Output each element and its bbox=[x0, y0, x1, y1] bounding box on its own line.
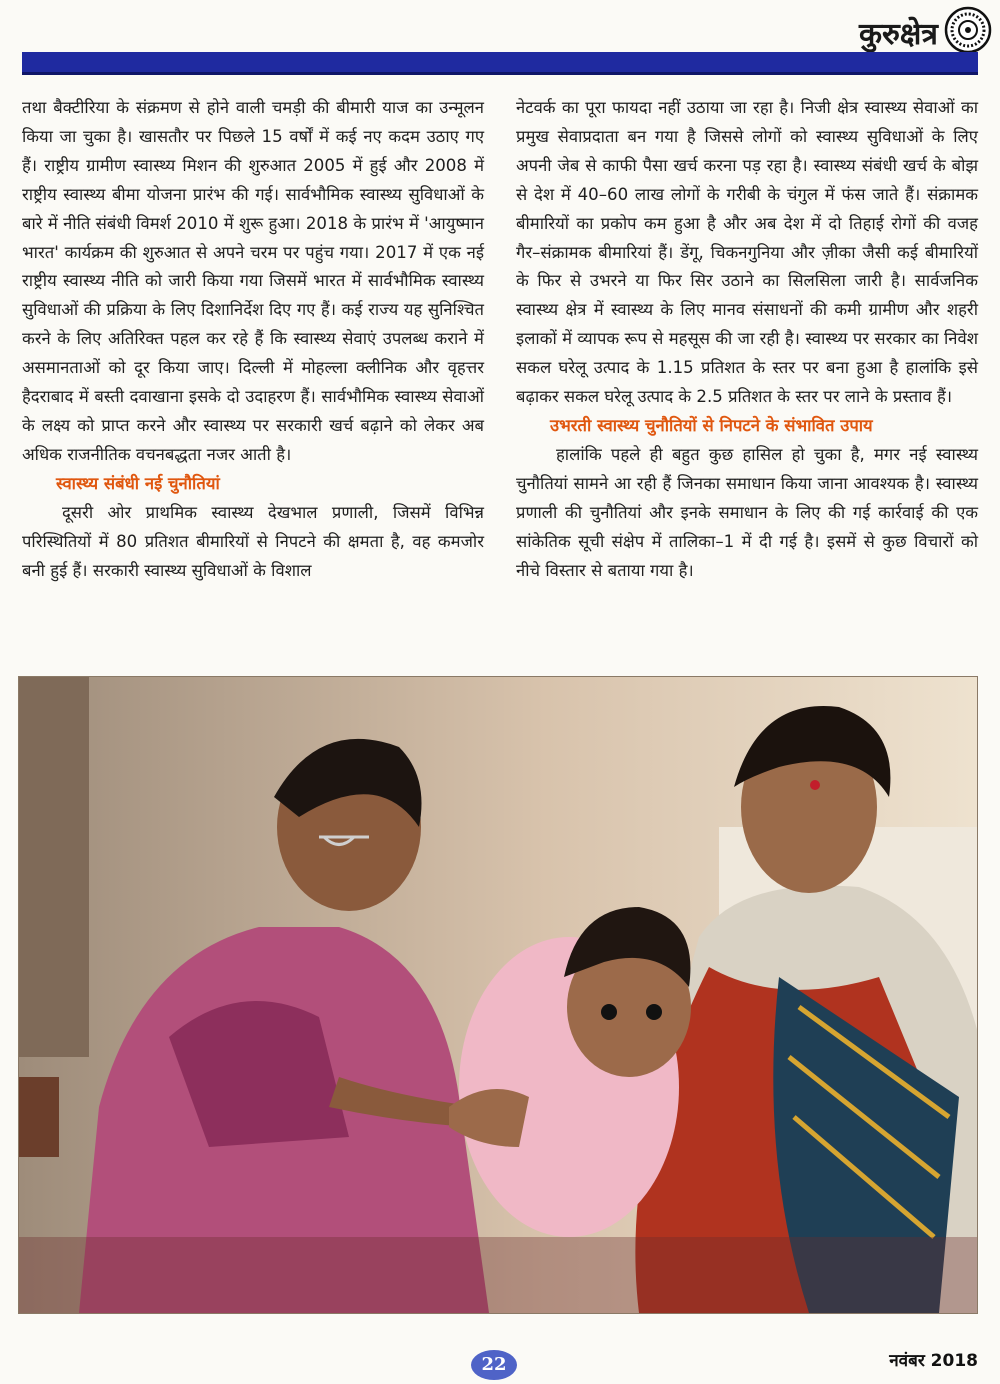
magazine-title: कुरुक्षेत्र bbox=[858, 17, 938, 52]
section-heading: स्वास्थ्य संबंधी नई चुनौतियां bbox=[56, 473, 220, 493]
issue-date: नवंबर 2018 bbox=[889, 1351, 978, 1371]
article-column-left bbox=[22, 94, 484, 585]
article-column-right bbox=[516, 94, 978, 585]
health-worker-vaccinating-infant-photo bbox=[19, 677, 977, 1313]
paragraph: तथा बैक्टीरिया के संक्रमण से होने वाली चमड़ी की बीमारी याज का उन्मूलन किया जा चुका है। खासतौर पर पिछले 15 वर्षों में कई नए कदम उठाए गए हैं। राष्ट्रीय ग्रामीण स्वास्थ्य मिशन की शुरुआत 2005 में हुई और 2008 में राष्ट्रीय स्वास्थ्य बीमा योजना प्रारंभ की गई। सार्वभौमिक स्वास्थ्य सुविधाओं के बारे में नीति संबंधी विमर्श 2010 में शुरू हुआ। 2018 के प्रारंभ में 'आयुष्मान भारत' कार्यक्रम की शुरुआत से अपने चरम पर पहुंच गया। 2017 में एक नई राष्ट्रीय स्वास्थ्य नीति को जारी किया गया जिसमें भारत में सार्वभौमिक स्वास्थ्य सुविधाओं की प्रक्रिया के लिए दिशानिर्देश दिए गए हैं। कई राज्य यह सुनिश्चित करने के लिए अतिरिक्त पहल कर रहे हैं कि स्वास्थ्य सेवाएं उपलब्ध कराने में असमानताओं को दूर किया जाए। दिल्ली में मोहल्ला क्लीनिक और वृहत्तर हैदराबाद में बस्ती दवाखाना इसके दो उदाहरण हैं। सार्वभौमिक स्वास्थ्य सेवाओं के लक्ष्य को प्राप्त करने और स्वास्थ्य पर सरकारी खर्च बढ़ाने को लेकर अब अधिक राजनीतिक वचनबद्धता नजर आती है। bbox=[22, 98, 484, 464]
paragraph: हालांकि पहले ही बहुत कुछ हासिल हो चुका है, मगर नई स्वास्थ्य चुनौतियां सामने आ रही हैं जिनका समाधान किया जाना आवश्यक है। स्वास्थ्य प्रणाली की चुनौतियां और इनके समाधान के लिए की गई कार्रवाई की एक सांकेतिक सूची संक्षेप में तालिका–1 में दी गई है। इसमें से कुछ विचारों को नीचे विस्तार से बताया गया है। bbox=[516, 444, 978, 580]
header-band bbox=[22, 52, 978, 75]
page-number: 22 bbox=[471, 1350, 517, 1380]
masthead bbox=[0, 0, 1000, 78]
article-photo bbox=[18, 676, 978, 1314]
paragraph: नेटवर्क का पूरा फायदा नहीं उठाया जा रहा है। निजी क्षेत्र स्वास्थ्य सेवाओं का प्रमुख सेवाप्रदाता बन गया है जिससे लोगों को स्वास्थ्य सुविधाओं के लिए अपनी जेब से काफी पैसा खर्च करना पड़ रहा है। स्वास्थ्य संबंधी खर्च के बोझ से देश में 40–60 लाख लोगों के गरीबी के चंगुल में फंस जाते हैं। संक्रामक बीमारियों का प्रकोप कम हुआ है और अब देश में दो तिहाई रोगों की वजह गैर–संक्रामक बीमारियां हैं। डेंगू, चिकनगुनिया और ज़ीका जैसी कई बीमारियों के फिर से उभरने या फिर सिर उठाने का सिलसिला जारी है। सार्वजनिक स्वास्थ्य क्षेत्र में स्वास्थ्य के लिए मानव संसाधनों की कमी ग्रामीण और शहरी इलाकों में व्यापक रूप से महसूस की जा रही है। स्वास्थ्य पर सरकार का निवेश सकल घरेलू उत्पाद के 1.15 प्रतिशत के स्तर पर बना हुआ है हालांकि इसे बढ़ाकर सकल घरेलू उत्पाद के 2.5 प्रतिशत के स्तर पर लाने के प्रस्ताव हैं। bbox=[516, 98, 978, 407]
section-heading: उभरती स्वास्थ्य चुनौतियों से निपटने के संभावित उपाय bbox=[550, 415, 873, 435]
paragraph: दूसरी ओर प्राथमिक स्वास्थ्य देखभाल प्रणाली, जिसमें विभिन्न परिस्थितियों में 80 प्रतिशत बीमारियों से निपटने की क्षमता है, वह कमजोर बनी हुई हैं। सरकारी स्वास्थ्य सुविधाओं के विशाल bbox=[22, 502, 484, 580]
dharma-chakra-icon bbox=[944, 6, 992, 54]
